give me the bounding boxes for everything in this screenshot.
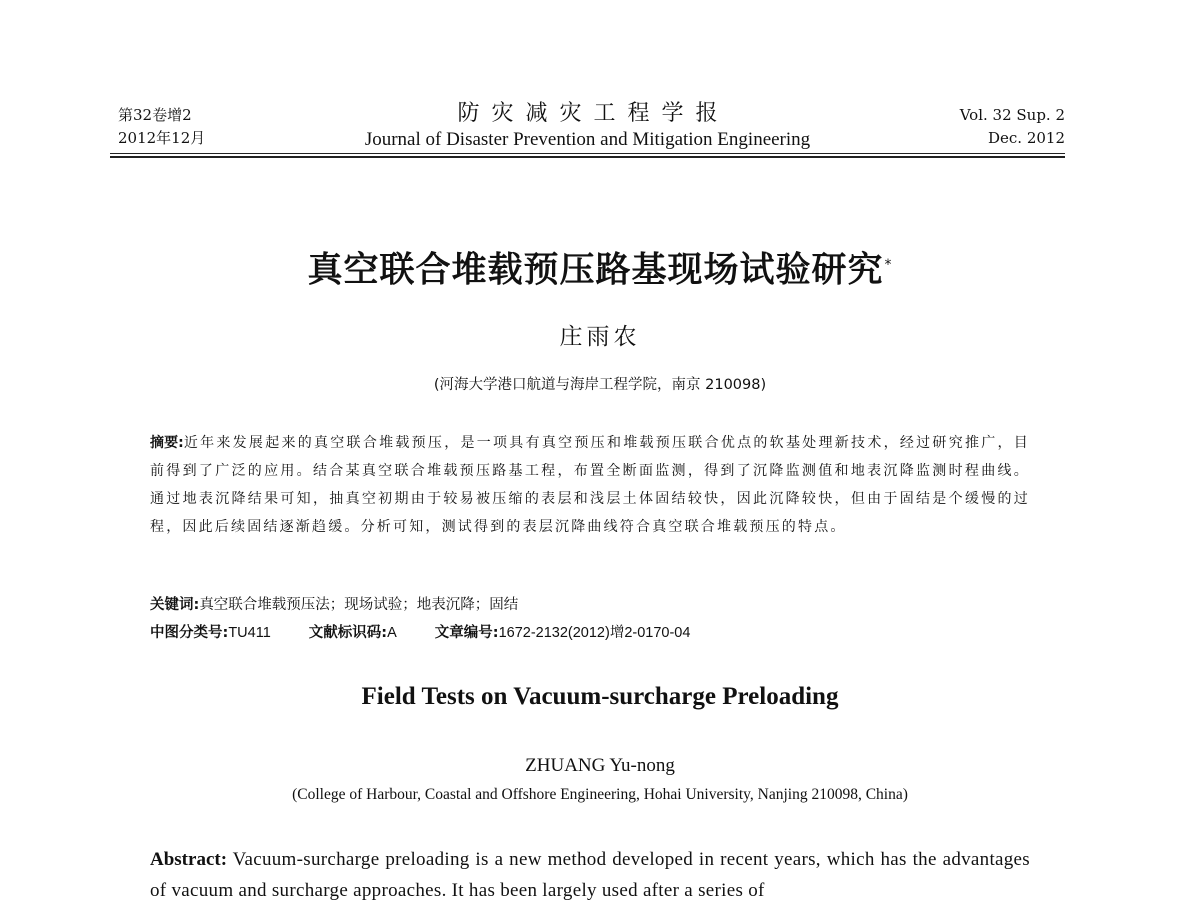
volume-issue-en: Vol. 32 Sup. 2 bbox=[959, 106, 1065, 124]
paper-title-cn bbox=[0, 242, 1200, 294]
doc-code-label: 文献标识码: bbox=[308, 625, 388, 641]
affiliation-en: (College of Harbour, Coastal and Offshore Engineering, Hohai University, Nanjing 210098, China) bbox=[292, 786, 908, 803]
abstract-en-text: Vacuum-surcharge preloading is a new method developed in recent years, which has the advantages of vacuum and surcharge approaches. It has been largely used after a series of bbox=[150, 849, 1030, 901]
classification-line bbox=[150, 621, 690, 645]
author-cn: 庄雨农 bbox=[559, 324, 641, 350]
journal-header bbox=[110, 100, 1065, 158]
article-no-label: 文章编号: bbox=[434, 625, 499, 641]
abstract-en bbox=[150, 844, 1030, 906]
paper-title-cn-text: 真空联合堆载预压路基现场试验研究 bbox=[307, 250, 884, 291]
abstract-cn-text: 近年来发展起来的真空联合堆载预压，是一项具有真空预压和堆载预压联合优点的软基处理新技术，经过研究推广，目前得到了广泛的应用。结合某真空联合堆载预压路基工程，布置全断面监测，得到了沉降监测值和地表沉降监测时程曲线。通过地表沉降结果可知，抽真空初期由于较易被压缩的表层和浅层土体固结较快，因此沉降较快，但由于固结是个缓慢的过程，因此后续固结逐渐趋缓。分析可知，测试得到的表层沉降曲线符合真空联合堆载预压的特点。 bbox=[150, 435, 1030, 535]
volume-issue-cn: 第32卷增2 bbox=[118, 106, 192, 124]
abstract-cn-label: 摘要: bbox=[150, 435, 184, 451]
article-no-value: 1672-2132(2012)增2-0170-04 bbox=[498, 625, 691, 641]
header-rule-thin bbox=[110, 153, 1065, 154]
journal-name-en: Journal of Disaster Prevention and Mitigation Engineering bbox=[364, 129, 811, 150]
keywords-cn bbox=[150, 593, 518, 617]
header-rule-thick bbox=[110, 156, 1065, 158]
keywords-cn-label: 关键词: bbox=[150, 597, 200, 613]
volume-info-en bbox=[960, 104, 1065, 150]
affiliation-cn: (河海大学港口航道与海岸工程学院，南京 210098) bbox=[433, 377, 767, 393]
doc-code-value: A bbox=[387, 625, 397, 641]
paper-title-en: Field Tests on Vacuum-surcharge Preloading bbox=[361, 683, 839, 710]
date-en: Dec. 2012 bbox=[987, 129, 1065, 147]
journal-name-cn: 防灾减灾工程学报 bbox=[457, 101, 730, 126]
keywords-cn-text: 真空联合堆载预压法；现场试验；地表沉降；固结 bbox=[199, 597, 519, 613]
clc-label: 中图分类号: bbox=[150, 625, 229, 641]
abstract-en-label: Abstract: bbox=[150, 849, 228, 870]
abstract-cn bbox=[150, 429, 1030, 541]
journal-name bbox=[110, 100, 1065, 151]
clc-value: TU411 bbox=[228, 625, 271, 641]
date-cn: 2012年12月 bbox=[118, 129, 206, 147]
author-en: ZHUANG Yu-nong bbox=[525, 755, 675, 776]
title-footnote-marker: * bbox=[884, 257, 893, 273]
